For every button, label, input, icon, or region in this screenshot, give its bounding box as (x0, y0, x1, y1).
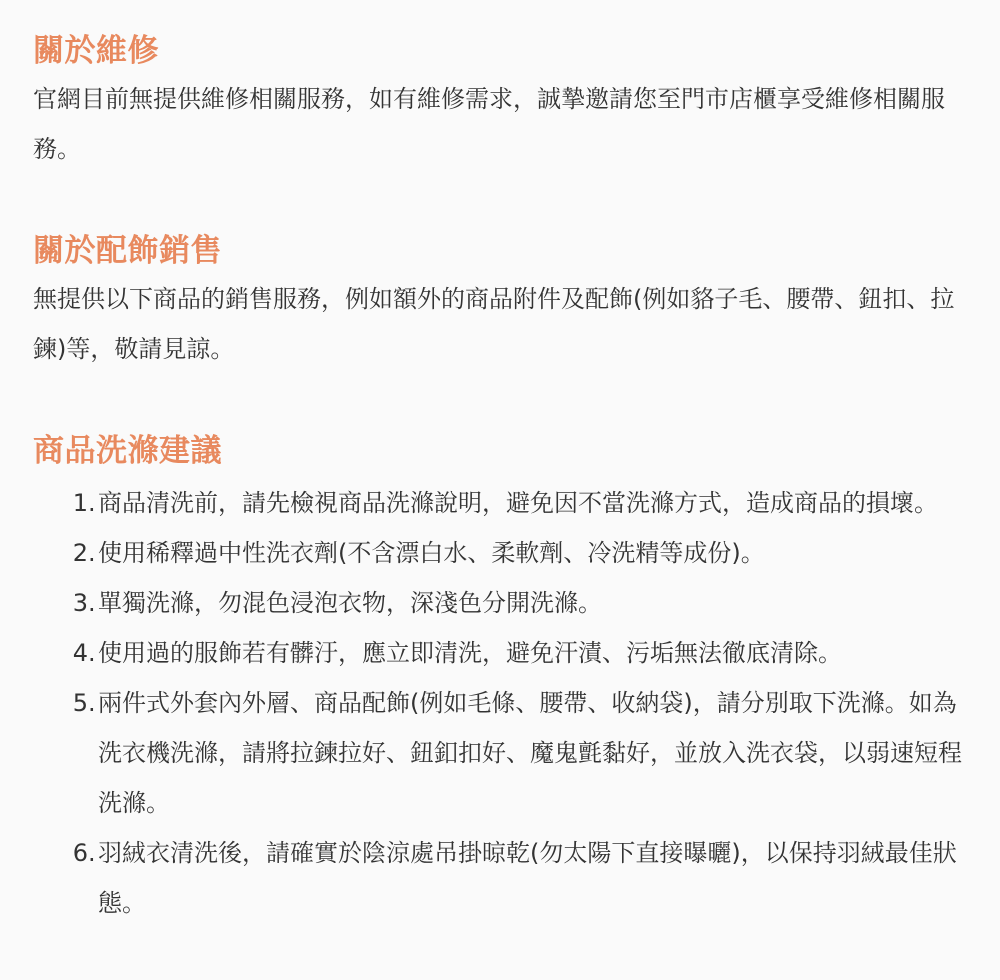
repair-description: 官網目前無提供維修相關服務，如有維修需求，誠摯邀請您至門市店櫃享受維修相關服務。 (33, 85, 945, 163)
list-item: 5 . 兩件式外套內外層、商品配飾(例如毛條、腰帶、收納袋)，請分別取下洗滌。如為洗衣機洗滌，請將拉鍊拉好、鈕釦扣好、魔鬼氈黏好，並放入洗衣袋，以弱速短程洗滌。 (66, 678, 973, 828)
list-item-text: 使用稀釋過中性洗衣劑(不含漂白水、柔軟劑、冷洗精等成份)。 (98, 539, 765, 567)
washing-section (33, 428, 973, 928)
page-content (33, 28, 973, 928)
list-item-number: 5 (72, 689, 88, 717)
list-item-number: 4 (72, 639, 88, 667)
accessories-description: 無提供以下商品的銷售服務，例如額外的商品附件及配飾(例如貉子毛、腰帶、鈕扣、拉鍊)等，敬請見諒。 (33, 285, 955, 363)
list-item: 4 . 使用過的服飾若有髒汙，應立即清洗，避免汗漬、污垢無法徹底清除。 (66, 628, 973, 678)
list-item: 3 . 單獨洗滌，勿混色浸泡衣物，深淺色分開洗滌。 (66, 578, 973, 628)
list-item-text: 商品清洗前，請先檢視商品洗滌說明，避免因不當洗滌方式，造成商品的損壞。 (98, 489, 938, 517)
list-item-text: 單獨洗滌，勿混色浸泡衣物，深淺色分開洗滌。 (98, 589, 602, 617)
list-item-number: 1 (72, 489, 88, 517)
washing-list (33, 478, 973, 928)
list-item-number: 2 (72, 539, 88, 567)
list-item-text: 羽絨衣清洗後，請確實於陰涼處吊掛晾乾(勿太陽下直接曝曬)，以保持羽絨最佳狀態。 (98, 839, 957, 917)
accessories-title: 關於配飾銷售 (33, 233, 222, 269)
list-item-number: 6 (72, 839, 88, 867)
list-item: 2 . 使用稀釋過中性洗衣劑(不含漂白水、柔軟劑、冷洗精等成份)。 (66, 528, 973, 578)
list-item-number: 3 (72, 589, 88, 617)
washing-title: 商品洗滌建議 (33, 433, 222, 469)
repair-section (33, 28, 973, 174)
accessories-section (33, 228, 973, 374)
list-item: 1 . 商品清洗前，請先檢視商品洗滌說明，避免因不當洗滌方式，造成商品的損壞。 (66, 478, 973, 528)
list-item-text: 兩件式外套內外層、商品配飾(例如毛條、腰帶、收納袋)，請分別取下洗滌。如為洗衣機洗滌，請將拉鍊拉好、鈕釦扣好、魔鬼氈黏好，並放入洗衣袋，以弱速短程洗滌。 (98, 689, 962, 817)
list-item-text: 使用過的服飾若有髒汙，應立即清洗，避免汗漬、污垢無法徹底清除。 (98, 639, 842, 667)
repair-title: 關於維修 (33, 33, 159, 69)
list-item: 6 . 羽絨衣清洗後，請確實於陰涼處吊掛晾乾(勿太陽下直接曝曬)，以保持羽絨最佳狀態。 (66, 828, 973, 928)
